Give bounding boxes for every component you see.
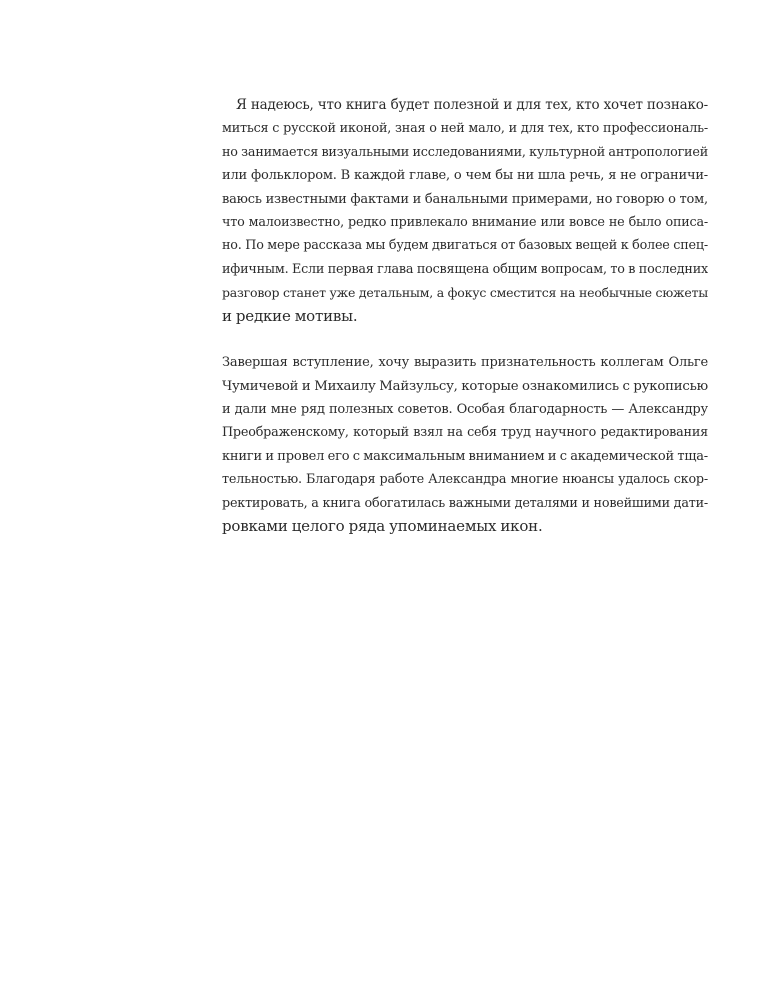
text-line: Я надеюсь, что книга будет полезной и для тех, кто хочет познако- xyxy=(236,97,708,113)
text-line: ваюсь известными фактами и банальными примерами, но говорю о том, xyxy=(222,191,708,207)
text-line: миться с русской иконой, зная о ней мало, и для тех, кто профессиональ- xyxy=(222,121,708,137)
text-line: книги и провел его с максимальным вниманием и с академической тща- xyxy=(222,448,708,464)
text-line: но. По мере рассказа мы будем двигаться от базовых вещей к более спец- xyxy=(222,238,708,254)
paragraph-acknowledgements xyxy=(222,351,708,538)
text-line: Завершая вступление, хочу выразить признательность коллегам Ольге xyxy=(222,355,708,371)
text-line: Чумичевой и Михаилу Майзульсу, которые ознакомились с рукописью xyxy=(222,378,708,394)
paragraph-intro xyxy=(222,94,708,328)
text-line: Преображенскому, который взял на себя труд научного редактирования xyxy=(222,425,708,441)
text-line: или фольклором. В каждой главе, о чем бы ни шла речь, я не ограничи- xyxy=(222,168,708,184)
text-line: тельностью. Благодаря работе Александра многие нюансы удалось скор- xyxy=(222,472,708,488)
text-line: что малоизвестно, редко привлекало внимание или вовсе не было описа- xyxy=(222,214,708,230)
text-line: ровками целого ряда упоминаемых икон. xyxy=(222,517,543,536)
paragraph-spacer xyxy=(222,328,708,351)
text-line: ректировать, а книга обогатилась важными деталями и новейшими дати- xyxy=(222,495,708,511)
text-line: и редкие мотивы. xyxy=(222,306,358,325)
text-line: и дали мне ряд полезных советов. Особая благодарность — Александру xyxy=(222,402,708,418)
body-text xyxy=(222,94,708,538)
text-line: ифичным. Если первая глава посвящена общим вопросам, то в последних xyxy=(222,261,708,277)
text-line: разговор станет уже детальным, а фокус сместится на необычные сюжеты xyxy=(222,285,708,301)
text-line: но занимается визуальными исследованиями, культурной антропологией xyxy=(222,144,708,160)
